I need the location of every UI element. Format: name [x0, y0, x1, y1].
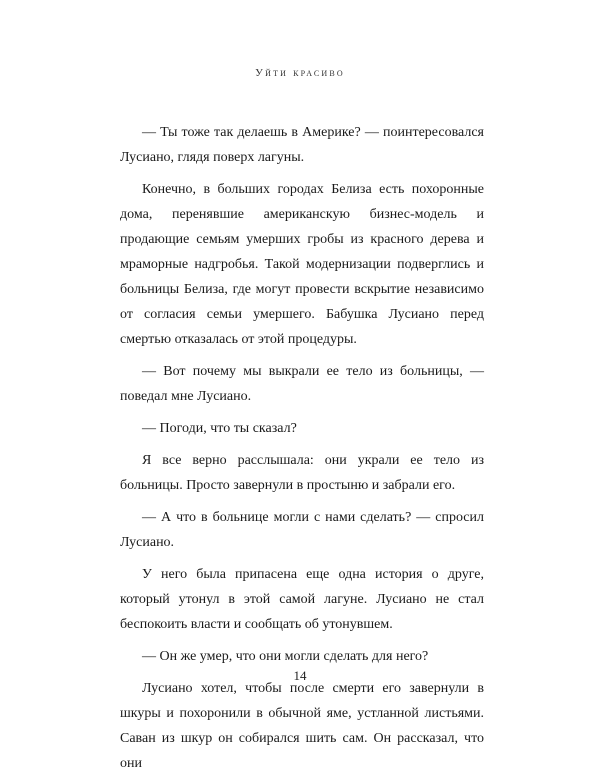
paragraph-8: — Он же умер, что они могли сделать для него? — [142, 649, 429, 664]
paragraph-6: — А что в больнице могли с нами сделать? — спросил Лусиано. — [120, 510, 484, 550]
paragraph-1: — Ты тоже так делаешь в Америке? — поинтересовался Лусиано, глядя поверх лагуны. — [120, 125, 484, 165]
paragraph-4: — Погоди, что ты сказал? — [142, 421, 297, 436]
paragraph-3: — Вот почему мы выкрали ее тело из больницы, — поведал мне Лусиано. — [120, 364, 484, 404]
running-header: Уйти красиво — [255, 67, 345, 79]
paragraph-7: У него была припасена еще одна история о друге, который утонул в этой самой лагуне. Лусиано не стал беспокоить власти и сообщать об утонувшем. — [120, 567, 484, 632]
paragraph-5: Я все верно расслышала: они украли ее тело из больницы. Просто завернули в простыню и забрали его. — [120, 453, 484, 493]
paragraph-9: Лусиано хотел, чтобы после смерти его завернули в шкуры и похоронили в обычной яме, устланной листьями. Саван из шкур он собирался шить сам. Он рассказал, что они — [120, 681, 484, 771]
page-number: 14 — [293, 668, 307, 683]
paragraph-2: Конечно, в больших городах Белиза есть похоронные дома, перенявшие американскую бизнес-модель и продающие семьям умерших гробы из красного дерева и мраморные надгробья. Такой модернизации подверглись и больницы Белиза, где могут провести вскрытие независимо от согласия семьи умершего. Бабушка Лусиано перед смертью отказалась от этой процедуры. — [120, 182, 484, 347]
